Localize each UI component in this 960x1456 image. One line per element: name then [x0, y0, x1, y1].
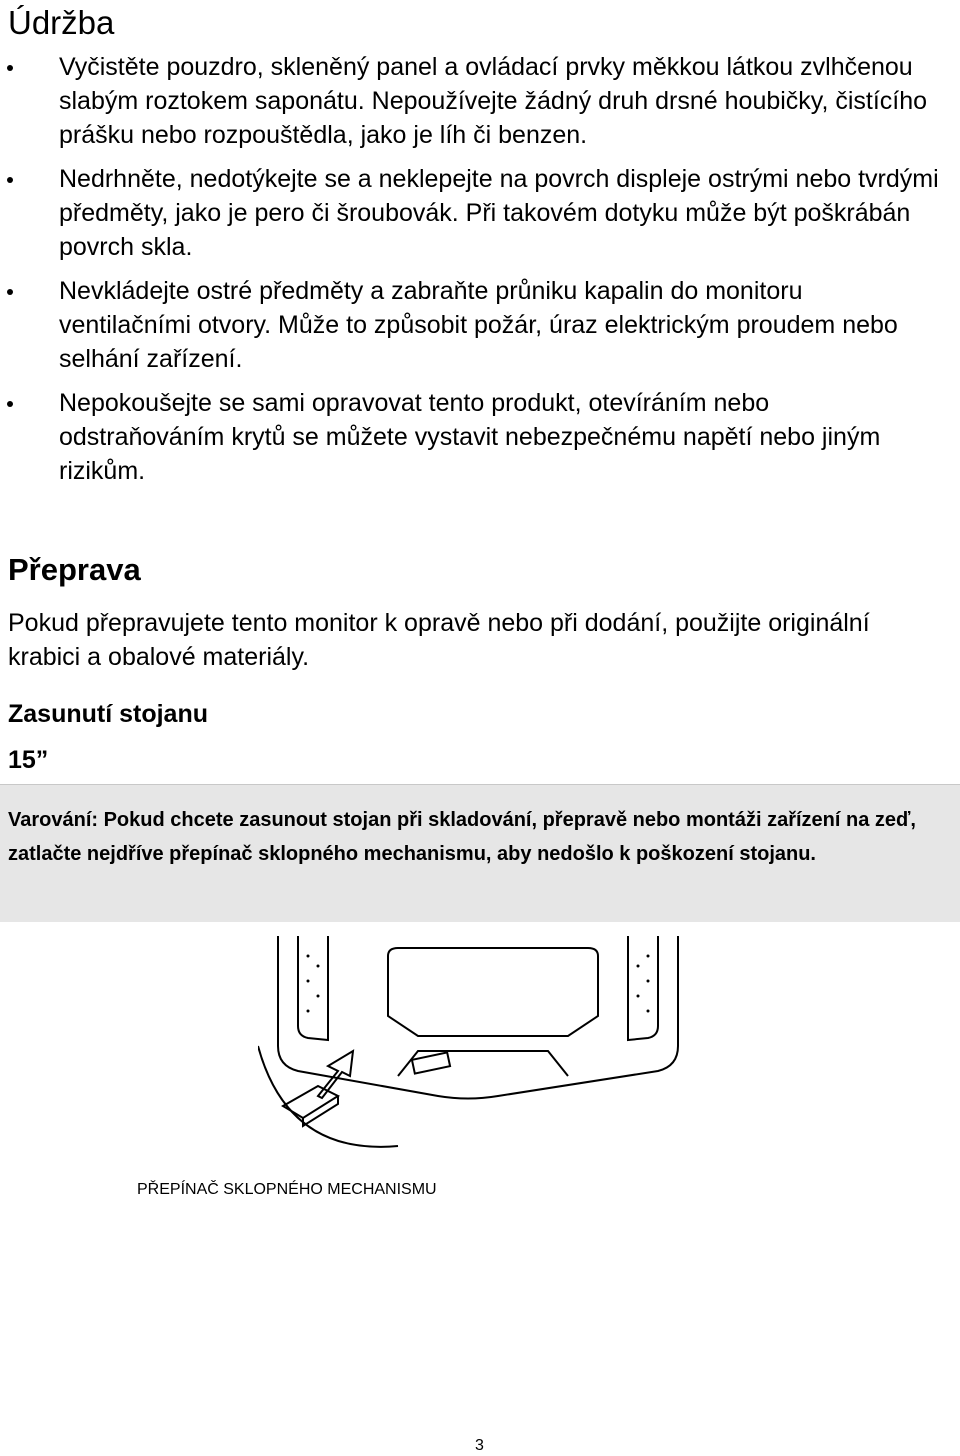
bullet-icon [7, 401, 13, 407]
list-item-text: Nedrhněte, nedotýkejte se a neklepejte na povrch displeje ostrými nebo tvrdými předměty, jako je pero či šroubovák. Při takovém dotyku může být poškrábán povrch skla. [59, 165, 939, 261]
list-item-text: Vyčistěte pouzdro, skleněný panel a ovládací prvky měkkou látkou zvlhčenou slabým roztokem saponátu. Nepoužívejte žádný druh drsné houbičky, čistícího prášku nebo rozpouštědla, jako je líh či benzen. [59, 53, 928, 149]
list-item [0, 50, 940, 152]
list-item-text: Nevkládejte ostré předměty a zabraňte průniku kapalin do monitoru ventilačními otvory. Může to způsobit požár, úraz elektrickým proudem nebo selhání zařízení. [59, 277, 898, 373]
warning-text: Varování: Pokud chcete zasunout stojan při skladování, přepravě nebo montáži zařízení na zeď, zatlačte nejdříve přepínač sklopného mechanismu, aby nedošlo k poškození stojanu. [8, 809, 916, 865]
transport-paragraph: Pokud přepravujete tento monitor k opravě nebo při dodání, použijte originální krabici a obalové materiály. [8, 609, 870, 671]
page-number: 3 [475, 1437, 484, 1454]
bullet-icon [7, 65, 13, 71]
tilt-switch-illustration [258, 936, 718, 1176]
size-label: 15” [8, 746, 49, 774]
warning-box [0, 784, 960, 922]
list-item-text: Nepokoušejte se sami opravovat tento produkt, otevíráním nebo odstraňováním krytů se můžete vystavit nebezpečnému napětí nebo jiným rizikům. [59, 389, 881, 485]
section-heading-stand-retract: Zasunutí stojanu [8, 700, 208, 728]
bullet-icon [7, 177, 13, 183]
maintenance-list [0, 50, 940, 498]
figure-caption: PŘEPÍNAČ SKLOPNÉHO MECHANISMU [137, 1181, 437, 1198]
section-heading-transport: Přeprava [8, 552, 141, 587]
section-heading-maintenance: Údržba [8, 4, 115, 41]
list-item [0, 162, 940, 264]
bullet-icon [7, 289, 13, 295]
list-item [0, 386, 940, 488]
list-item [0, 274, 940, 376]
